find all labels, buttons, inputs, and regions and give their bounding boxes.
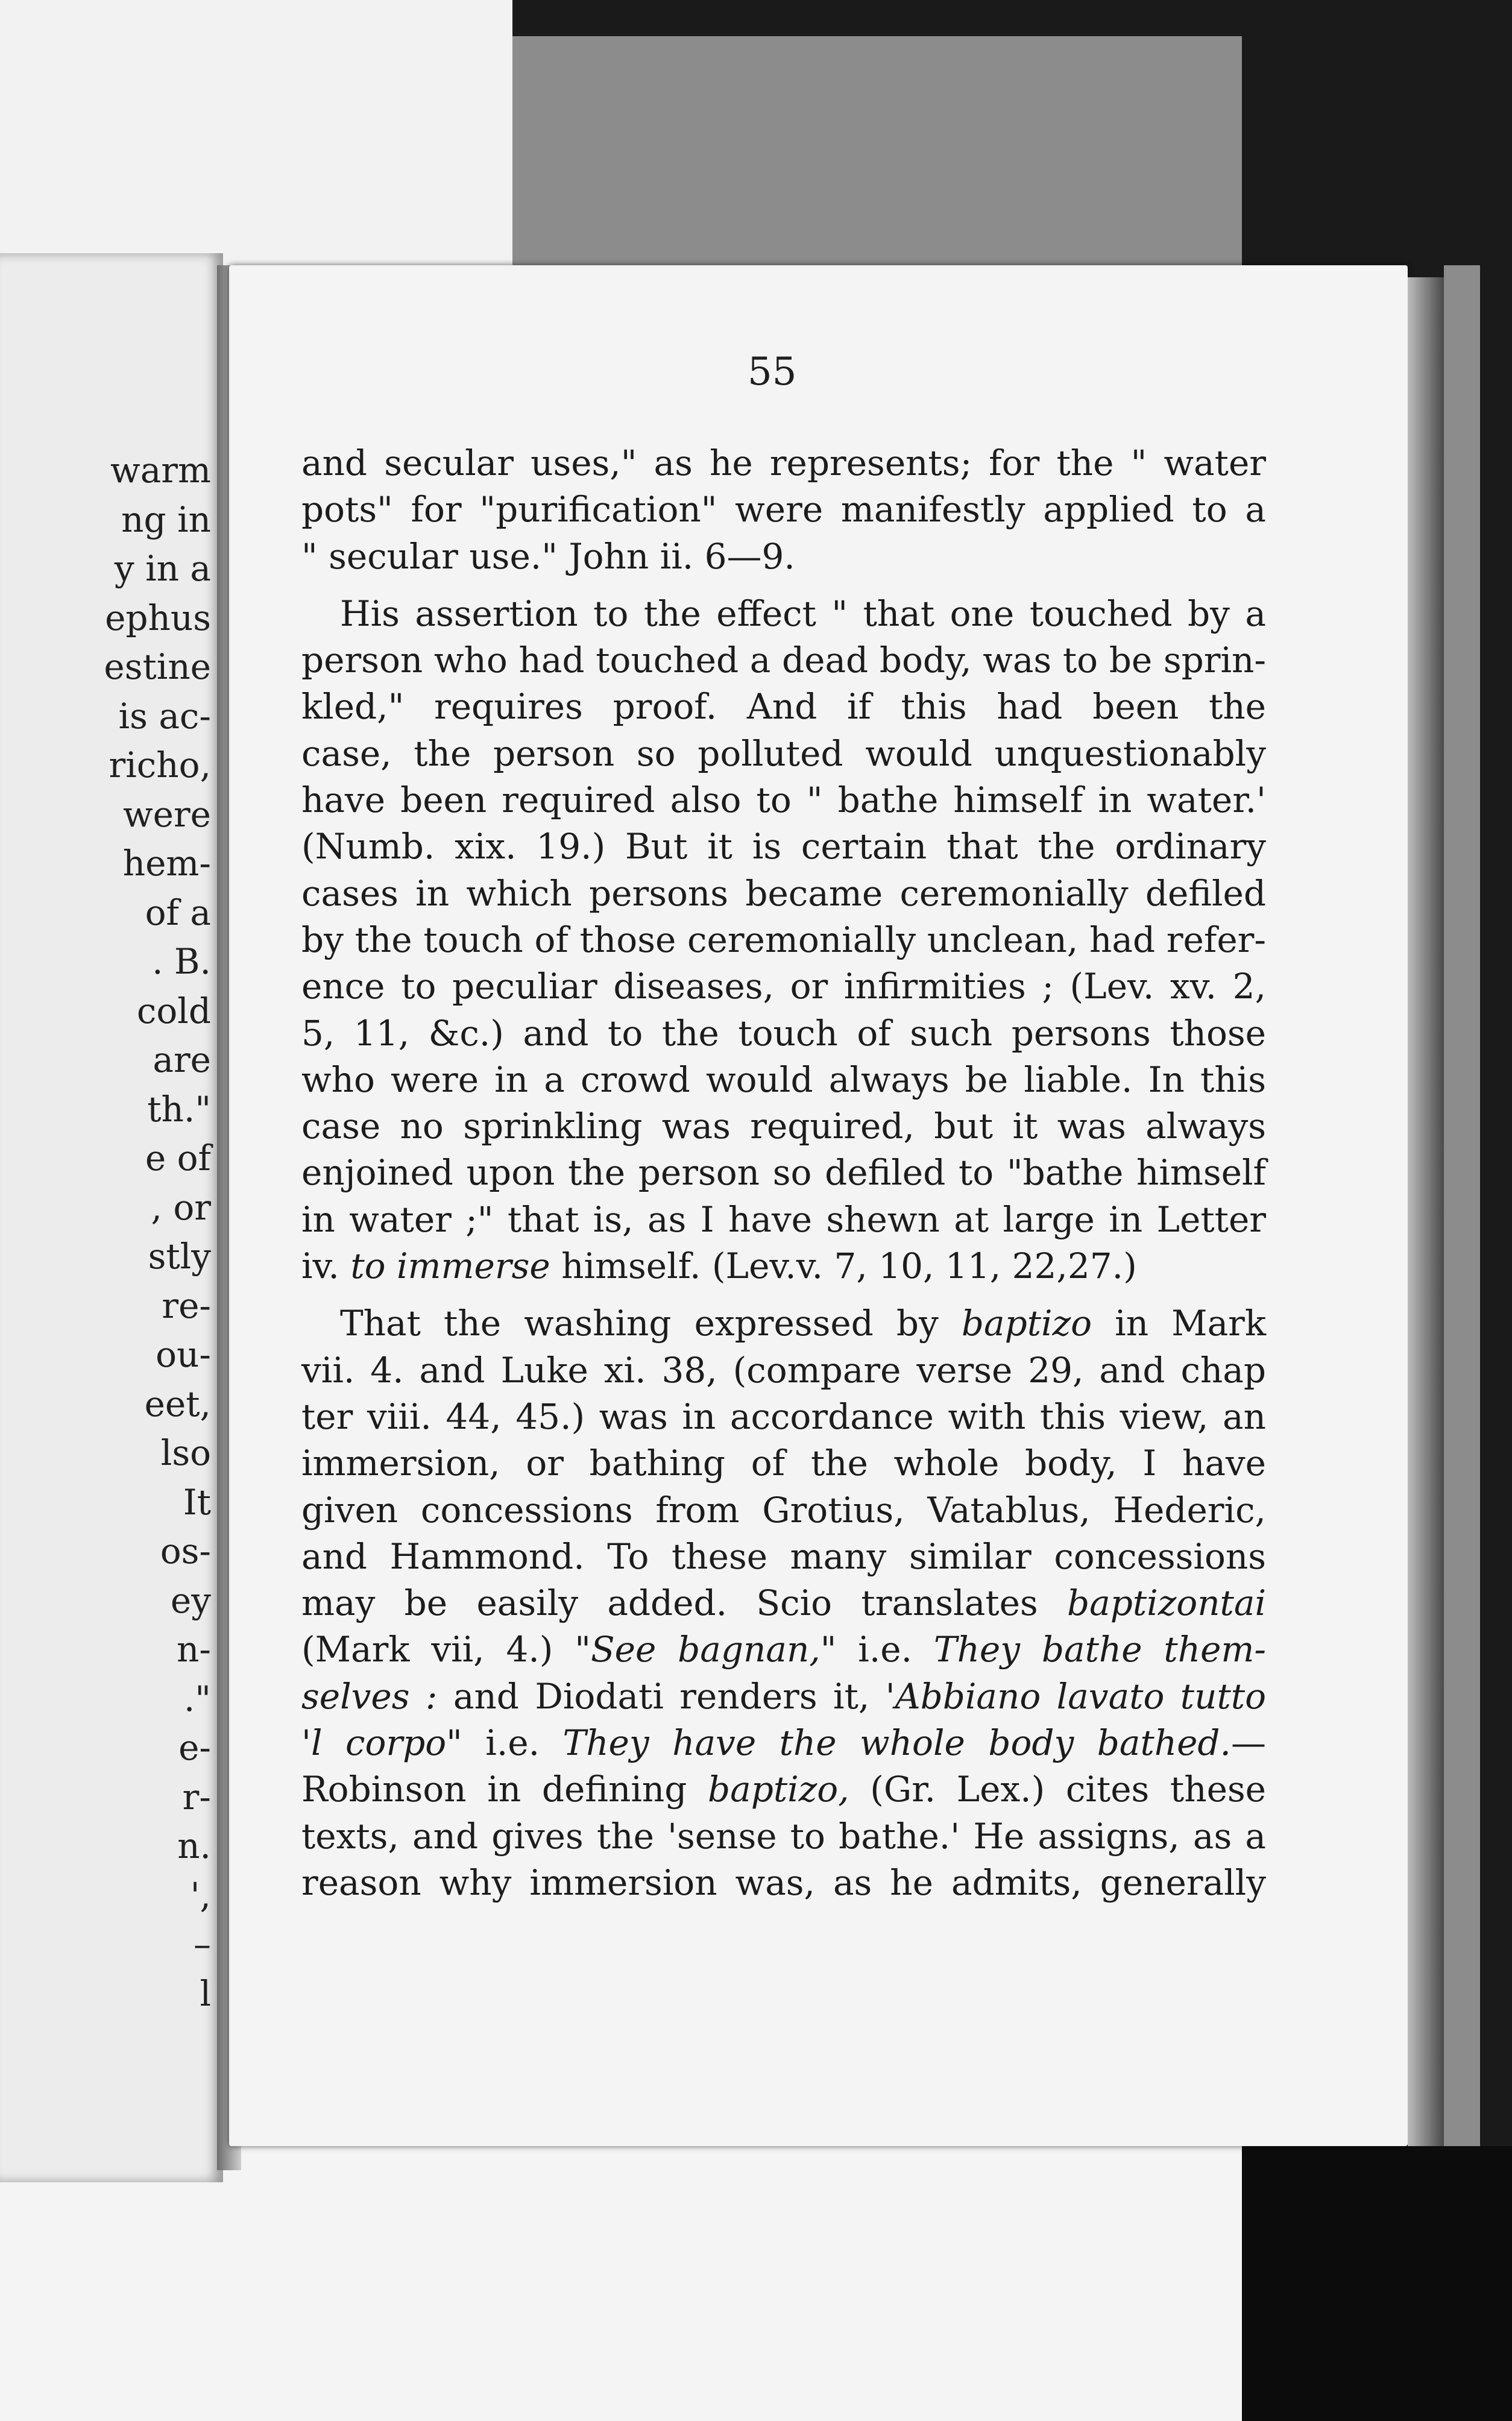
left-facing-page [0,253,223,2182]
text-line: and secular uses," as he represents; for the " water [301,442,1266,483]
text-fragment: " i.e. [820,1629,913,1670]
text-line: (Numb. xix. 19.) But it is certain that the ordinary [301,826,1266,867]
left-line: ng in [121,499,211,540]
left-line: os- [160,1531,211,1572]
text-line: immersion, or bathing of the whole body, I have [301,1443,1266,1484]
left-line: hem- [122,843,211,884]
left-line: re- [162,1285,211,1326]
left-line: ey [170,1579,211,1621]
background-scanner-bed-right [1444,265,1480,2146]
text-line: by the touch of those ceremonially unclean, had refer- [301,919,1266,960]
text-line [301,1580,1266,1626]
text-line: in water ;" that is, as I have shewn at large in Letter [301,1198,1266,1240]
italic-text: baptizo [961,1303,1092,1344]
paragraph-start-line: His assertion to the effect " that one touched by a [340,593,1266,634]
left-line: ou- [156,1334,211,1375]
text-fragment: That the washing expressed by [340,1303,939,1344]
left-line: stly [148,1236,211,1277]
text-line: and Hammond. To these many similar concessions [301,1535,1266,1577]
text-line: pots" for "purification" were manifestly applied to a [301,489,1266,530]
text-fragment: (Mark vii, 4.) " [301,1629,591,1670]
background-bottom-right [1242,2146,1512,2421]
left-line: ephus [105,597,211,638]
text-line: vii. 4. and Luke xi. 38, (compare verse 29, and chap [301,1349,1266,1391]
italic-text: selves : [301,1675,438,1717]
italic-text: baptizo, [708,1769,849,1810]
text-line [301,1673,1266,1720]
text-line: " secular use." John ii. 6—9. [301,535,795,577]
text-line: ter viii. 44, 45.) was in accordance with this view, an [301,1396,1266,1437]
left-line: n. [177,1825,211,1866]
left-line: richo, [109,745,211,785]
left-line: eet, [144,1383,211,1425]
text-line: case, the person so polluted would unquestionably [301,732,1266,774]
left-line: cold [136,990,211,1031]
left-line: , or [151,1186,211,1228]
italic-text: Abbiano lavato tutto [895,1675,1266,1717]
left-line: It [183,1481,211,1523]
left-line: estine [104,646,211,687]
italic-text: 'l corpo [301,1722,447,1764]
text-fragment: (Gr. Lex.) cites these [870,1769,1267,1810]
text-line: who were in a crowd would always be liable. In this [301,1059,1266,1100]
left-line: th." [147,1088,211,1130]
text-line: texts, and gives the 'sense to bathe.' He assigns, as a [301,1815,1266,1857]
background-left-top [0,0,512,277]
text-line [301,1626,1266,1673]
page-body-text [301,440,1266,1906]
left-line: lso [160,1432,211,1473]
left-page-text [0,446,211,2018]
text-line: case no sprinkling was required, but it was always [301,1106,1266,1147]
text-line: given concessions from Grotius, Vatablus, Hederic, [301,1489,1266,1531]
italic-text: They have the whole body bathed. [562,1722,1231,1764]
text-line: reason why immersion was, as he admits, generally [301,1862,1266,1903]
left-line: l [200,1972,211,2014]
left-line: . B. [152,941,211,982]
text-fragment: in Mark [1115,1303,1267,1344]
italic-text: See bagnan, [590,1629,821,1670]
text-line: cases in which persons became ceremonially defiled [301,872,1266,914]
left-line: y in a [114,548,211,589]
background-scanner-bed-top [512,36,1242,265]
text-line [301,1243,1266,1289]
left-line: warm [110,450,211,491]
text-fragment: — [1231,1722,1266,1764]
text-fragment: iv. [301,1245,339,1287]
left-line: are [153,1039,211,1080]
text-line: kled," requires proof. And if this had been the [301,686,1266,728]
text-line: enjoined upon the person so defiled to "bathe himself [301,1152,1266,1194]
left-line: e of [145,1138,211,1179]
left-line: n- [177,1629,211,1670]
text-line [301,1720,1266,1766]
left-line: of a [145,892,211,933]
text-line: 5, 11, &c.) and to the touch of such persons those [301,1012,1266,1054]
left-line: r- [182,1776,211,1818]
left-line: ', [190,1874,211,1916]
text-fragment: " i.e. [446,1722,540,1764]
text-fragment: and Diodati renders it, ' [453,1675,895,1717]
italic-text: They bathe them- [933,1629,1266,1670]
text-fragment: Robinson in defining [301,1769,687,1810]
page-number: 55 [748,350,797,394]
text-fragment: himself. (Lev.v. 7, 10, 11, 22,27.) [561,1245,1137,1287]
text-fragment: may be easily added. Scio translates [301,1582,1038,1624]
left-line: ." [183,1678,211,1719]
left-line: – [194,1924,211,1965]
text-line: have been required also to " bathe himself in water.' [301,779,1266,821]
text-line: ence to peculiar diseases, or infirmities ; (Lev. xv. 2, [301,966,1266,1007]
italic-text: baptizontai [1067,1582,1266,1624]
left-line: were [122,793,211,835]
italic-text: to immerse [350,1245,550,1287]
page-edge [1408,277,1444,2146]
left-line: e- [178,1727,211,1768]
text-line [301,1766,1266,1813]
left-line: is ac- [118,695,211,737]
paragraph-start-line [301,1300,1266,1347]
text-line: person who had touched a dead body, was to be sprin- [301,640,1266,681]
